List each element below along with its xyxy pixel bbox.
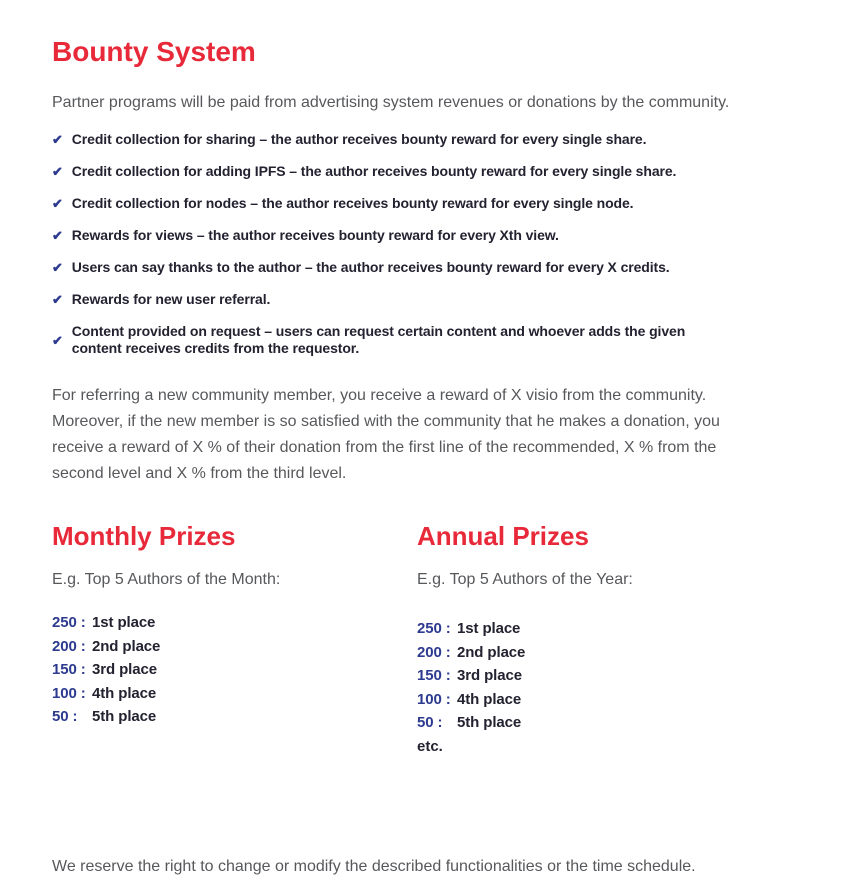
- checkmark-icon: ✔: [52, 228, 63, 244]
- footer-disclaimer: We reserve the right to change or modify the described functionalities or the time schedule.: [52, 858, 696, 875]
- prize-amount: 200 :: [417, 643, 451, 661]
- monthly-prizes-subtitle: E.g. Top 5 Authors of the Month:: [52, 571, 281, 589]
- etc-label: etc.: [417, 737, 443, 755]
- prize-label: 2nd place: [92, 637, 161, 655]
- prize-amount: 250 :: [52, 614, 86, 632]
- list-item: [52, 291, 807, 308]
- bullet-text: Rewards for new user referral.: [71, 291, 271, 308]
- prize-amount: 250 :: [417, 620, 451, 638]
- annual-prizes-column: [417, 521, 807, 758]
- prize-label: 1st place: [457, 620, 521, 638]
- prize-row: [52, 705, 417, 729]
- prize-amount: 50 :: [52, 708, 78, 726]
- checkmark-icon: ✔: [52, 260, 63, 276]
- bounty-bullet-list: [52, 131, 807, 357]
- prize-row: [417, 688, 807, 712]
- prize-label: 4th place: [457, 690, 522, 708]
- list-item: [52, 259, 807, 276]
- bullet-text: Content provided on request – users can request certain content and whoever adds the given content receives credits from the requestor.: [71, 323, 686, 357]
- prize-label: 2nd place: [457, 643, 526, 661]
- annual-prize-list: [417, 617, 807, 758]
- prize-row: [417, 711, 807, 735]
- monthly-prize-list: [52, 611, 417, 729]
- intro-paragraph: Partner programs will be paid from advertising system revenues or donations by the community.: [52, 94, 730, 112]
- prize-row: [52, 682, 417, 706]
- list-item: [52, 131, 807, 148]
- prize-label: 5th place: [457, 714, 522, 732]
- prize-label: 3rd place: [457, 667, 522, 685]
- annual-prizes-title: Annual Prizes: [417, 521, 589, 552]
- checkmark-icon: ✔: [52, 332, 63, 348]
- list-item: [52, 163, 807, 180]
- bullet-text: Users can say thanks to the author – the author receives bounty reward for every X credits.: [71, 259, 670, 276]
- prize-amount: 50 :: [417, 714, 443, 732]
- referral-paragraph: For referring a new community member, you receive a reward of X visio from the community. Moreover, if the new member is so satisfied with the community that he makes a donation, you receive a reward of X % of their donation from the first line of the recommended, X % from the second level and X % from the third level.: [52, 387, 720, 483]
- prize-amount: 100 :: [52, 684, 86, 702]
- prize-row: [52, 658, 417, 682]
- prize-row: [417, 641, 807, 665]
- prize-amount: 100 :: [417, 690, 451, 708]
- prize-row: [417, 664, 807, 688]
- monthly-prizes-column: [52, 521, 417, 758]
- prize-row: [52, 635, 417, 659]
- list-item: [52, 227, 807, 244]
- checkmark-icon: ✔: [52, 164, 63, 180]
- bullet-text: Rewards for views – the author receives bounty reward for every Xth view.: [71, 227, 559, 244]
- checkmark-icon: ✔: [52, 132, 63, 148]
- prize-label: 1st place: [92, 614, 156, 632]
- prize-amount: 200 :: [52, 637, 86, 655]
- bullet-text: Credit collection for nodes – the author receives bounty reward for every single node.: [71, 195, 634, 212]
- list-item: [52, 323, 807, 357]
- prize-amount: 150 :: [417, 667, 451, 685]
- annual-prizes-subtitle: E.g. Top 5 Authors of the Year:: [417, 571, 633, 589]
- prizes-section: [52, 521, 807, 758]
- list-item: [52, 195, 807, 212]
- prize-row: [52, 611, 417, 635]
- bullet-text: Credit collection for adding IPFS – the author receives bounty reward for every single share.: [71, 163, 677, 180]
- bullet-text: Credit collection for sharing – the author receives bounty reward for every single share.: [71, 131, 647, 148]
- monthly-prizes-title: Monthly Prizes: [52, 521, 236, 552]
- page-title: Bounty System: [52, 36, 256, 67]
- prize-amount: 150 :: [52, 661, 86, 679]
- checkmark-icon: ✔: [52, 292, 63, 308]
- prize-row: [417, 617, 807, 641]
- prize-label: 3rd place: [92, 661, 157, 679]
- checkmark-icon: ✔: [52, 196, 63, 212]
- prize-label: 4th place: [92, 684, 157, 702]
- prize-label: 5th place: [92, 708, 157, 726]
